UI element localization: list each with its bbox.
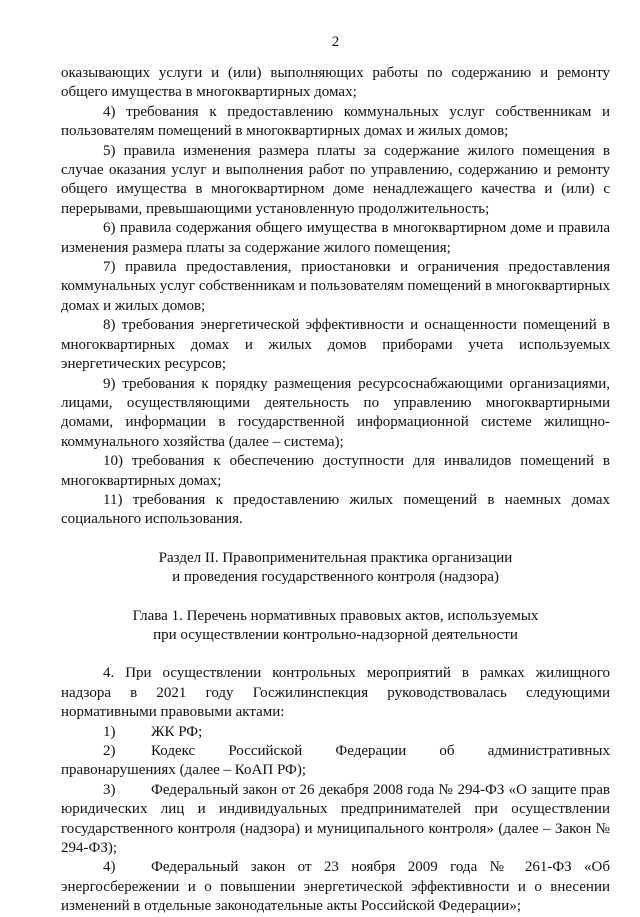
- list-item-6: 6) правила содержания общего имущества в многоквартирном доме и правила изменения размера платы за содержание жилого помещения;: [61, 220, 610, 256]
- paragraph-continuation: оказывающих услуги и (или) выполняющих работы по содержанию и ремонту общего имущества в многоквартирных домах;: [61, 65, 610, 101]
- act-number: 3): [103, 781, 116, 798]
- list-item-8: 8) требования энергетической эффективности и оснащенности помещений в многоквартирных домах и жилых домов приборами учета используемых энергетических ресурсов;: [61, 317, 610, 373]
- act-item: [61, 781, 610, 859]
- chapter-heading-line-2: при осуществлении контрольно-надзорной деятельности: [153, 626, 518, 643]
- list-item-7: 7) правила предоставления, приостановки и ограничения предоставления коммунальных услуг собственникам и пользователям помещений в многоквартирных домах и жилых домов;: [61, 259, 610, 314]
- act-text: Федеральный закон от 26 декабря 2008 года № 294-ФЗ «О защите прав юридических лиц и индивидуальных предпринимателей при осуществлении государственного контроля (надзора) и муниципального контроля» (далее – Закон № 294-ФЗ);: [61, 781, 610, 857]
- list-item-10: 10) требования к обеспечению доступности для инвалидов помещений в многоквартирных домах;: [61, 453, 610, 489]
- act-text: ЖК РФ;: [151, 723, 203, 740]
- list-item-9: 9) требования к порядку размещения ресурсоснабжающими организациями, лицами, осуществляющими деятельность по управлению многоквартирными домами, информации в государственной информационной системе жилищно-коммунального хозяйства (далее – система);: [61, 375, 610, 450]
- section-heading: [61, 549, 610, 588]
- act-text: Кодекс Российской Федерации об административных правонарушениях (далее – КоАП РФ);: [61, 743, 610, 779]
- document-body: [61, 64, 610, 917]
- section-heading-line-2: и проведения государственного контроля (надзора): [172, 569, 499, 586]
- list-item-11: 11) требования к предоставлению жилых помещений в наемных домах социального использования.: [61, 491, 610, 528]
- chapter-heading-line-1: Глава 1. Перечень нормативных правовых актов, используемых: [132, 607, 539, 624]
- section-heading-line-1: Раздел II. Правоприменительная практика организации: [158, 549, 513, 566]
- act-text: Федеральный закон от 23 ноября 2009 года № 261-ФЗ «Об энергосбережении и о повышении энергетической эффективности и о внесении изменений в отдельные законодательные акты Российской Федерации»;: [61, 859, 610, 915]
- act-item: [61, 723, 610, 742]
- page-number: 2: [331, 34, 340, 50]
- act-item: [61, 858, 610, 916]
- intro-paragraph: 4. При осуществлении контрольных мероприятий в рамках жилищного надзора в 2021 году Госжилинспекция руководствовалась следующими нормативными правовыми актами:: [61, 665, 610, 721]
- act-number: 4): [103, 859, 116, 876]
- list-item-5: 5) правила изменения размера платы за содержание жилого помещения в случае оказания услуг и выполнения работ по управлению, содержанию и ремонту общего имущества в многоквартирном доме ненадлежащего качества и (или) с перерывами, превышающими установленную продолжительность;: [61, 142, 610, 217]
- chapter-heading: [61, 607, 610, 646]
- act-item: [61, 742, 610, 781]
- act-number: 1): [103, 723, 116, 740]
- act-number: 2): [103, 743, 116, 759]
- list-item-4: 4) требования к предоставлению коммунальных услуг собственникам и пользователям помещений в многоквартирных домах и жилых домов;: [61, 103, 610, 140]
